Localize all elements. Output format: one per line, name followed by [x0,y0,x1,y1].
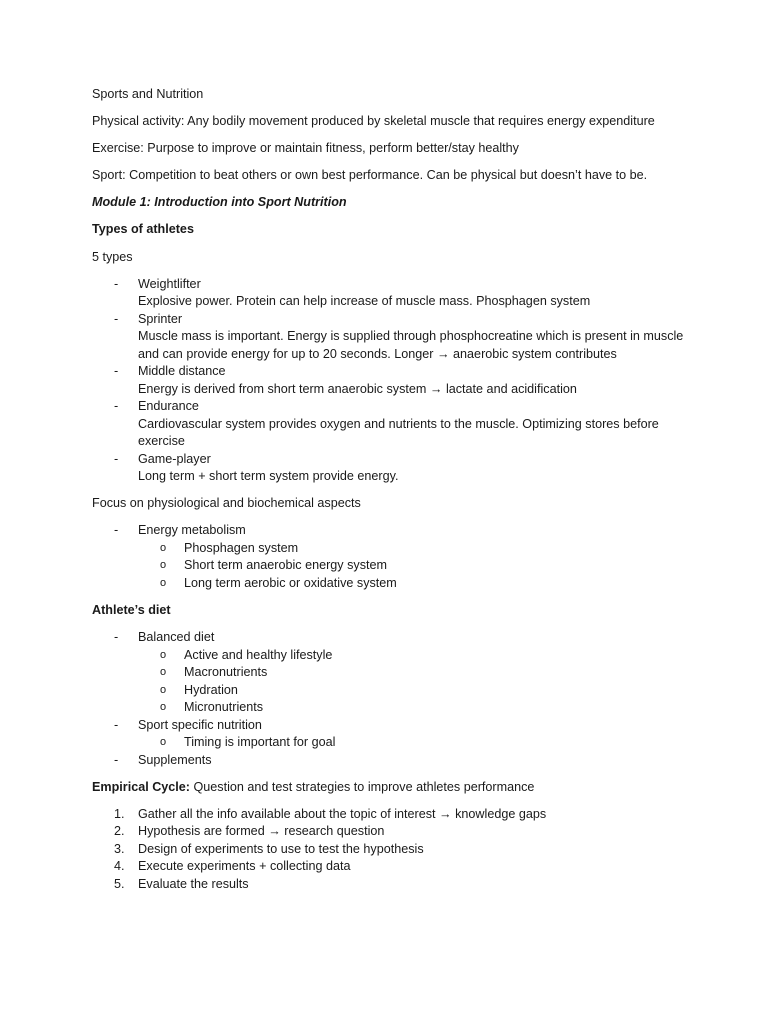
step-number: 4. [114,859,125,874]
dash-marker: - [114,364,119,379]
sport-specific-sublist [92,734,692,752]
list-item [92,557,692,575]
list-item [92,876,692,894]
empirical-cycle-paragraph [92,779,692,797]
athlete-name: Endurance [138,399,199,414]
dash-marker: - [114,630,119,645]
energy-list [92,522,692,592]
list-item [92,841,692,859]
athlete-types-list [92,276,692,486]
dash-marker: - [114,276,119,291]
list-item [92,858,692,876]
diet-item: Micronutrients [184,700,264,715]
circle-marker: o [160,683,167,696]
types-intro: 5 types [92,249,133,264]
circle-marker: o [160,666,167,679]
athlete-name: Weightlifter [138,276,201,291]
energy-item: Short term anaerobic energy system [184,558,387,573]
circle-marker: o [160,701,167,714]
athlete-name: Middle distance [138,364,226,379]
list-item [92,734,692,752]
athlete-desc: Muscle mass is important. Energy is supplied through phosphocreatine which is present in muscle and can provide energy for up to 20 seconds. Longer → anaerobic system contributes [138,329,684,361]
energy-sublist [92,540,692,593]
energy-label: Energy metabolism [138,523,246,538]
list-item [92,540,692,558]
energy-item: Long term aerobic or oxidative system [184,575,397,590]
list-item [92,752,692,770]
doc-title: Sports and Nutrition [92,87,204,101]
list-item [92,398,692,451]
list-item [92,699,692,717]
step-number: 1. [114,806,125,821]
diet-item: Timing is important for goal [184,735,336,750]
list-item [92,575,692,593]
diet-item: Hydration [184,682,238,697]
diet-list [92,629,692,769]
types-heading: Types of athletes [92,222,194,237]
dash-marker: - [114,451,119,466]
list-item [92,717,692,752]
athlete-name: Game-player [138,451,211,466]
circle-marker: o [160,648,167,661]
circle-marker: o [160,736,167,749]
step-text: Design of experiments to use to test the hypothesis [138,841,424,856]
list-item [92,522,692,592]
dash-marker: - [114,717,119,732]
list-item [92,806,692,824]
list-item [92,823,692,841]
list-item [92,664,692,682]
module-heading: Module 1: Introduction into Sport Nutrition [92,195,347,210]
athlete-desc: Explosive power. Protein can help increase of muscle mass. Phosphagen system [138,294,591,309]
energy-item: Phosphagen system [184,540,299,555]
balanced-diet-sublist [92,647,692,717]
diet-item: Macronutrients [184,665,268,680]
list-item [92,311,692,364]
sport-specific-label: Sport specific nutrition [138,717,262,732]
list-item [92,363,692,398]
athlete-desc: Energy is derived from short term anaerobic system → lactate and acidification [138,381,577,396]
list-item [92,451,692,486]
athlete-desc: Long term + short term system provide energy. [138,469,399,484]
athlete-name: Sprinter [138,311,183,326]
dash-marker: - [114,399,119,414]
empirical-steps-list [92,806,692,894]
definition-physical-activity: Physical activity: Any bodily movement produced by skeletal muscle that requires energy expenditure [92,114,655,129]
diet-item: Active and healthy lifestyle [184,647,333,662]
step-text: Evaluate the results [138,876,249,891]
diet-heading: Athlete’s diet [92,602,171,617]
dash-marker: - [114,752,119,767]
circle-marker: o [160,576,167,589]
document-page [92,86,692,903]
list-item [92,682,692,700]
circle-marker: o [160,559,167,572]
athlete-desc: Cardiovascular system provides oxygen and nutrients to the muscle. Optimizing stores before exercise [138,416,659,449]
list-item [92,276,692,311]
empirical-cycle-label: Empirical Cycle: [92,779,190,794]
step-number: 2. [114,824,125,839]
balanced-diet-label: Balanced diet [138,630,215,645]
definition-exercise: Exercise: Purpose to improve or maintain fitness, perform better/stay healthy [92,141,519,156]
step-number: 5. [114,876,125,891]
empirical-cycle-text: Question and test strategies to improve athletes performance [190,779,535,794]
step-text: Hypothesis are formed → research question [138,824,385,839]
circle-marker: o [160,541,167,554]
focus-text: Focus on physiological and biochemical aspects [92,496,361,511]
definition-sport: Sport: Competition to beat others or own best performance. Can be physical but doesn’t have to be. [92,168,648,183]
list-item [92,647,692,665]
dash-marker: - [114,523,119,538]
dash-marker: - [114,311,119,326]
step-number: 3. [114,841,125,856]
step-text: Gather all the info available about the topic of interest → knowledge gaps [138,806,547,821]
step-text: Execute experiments + collecting data [138,859,351,874]
supplements-label: Supplements [138,752,212,767]
list-item [92,629,692,717]
